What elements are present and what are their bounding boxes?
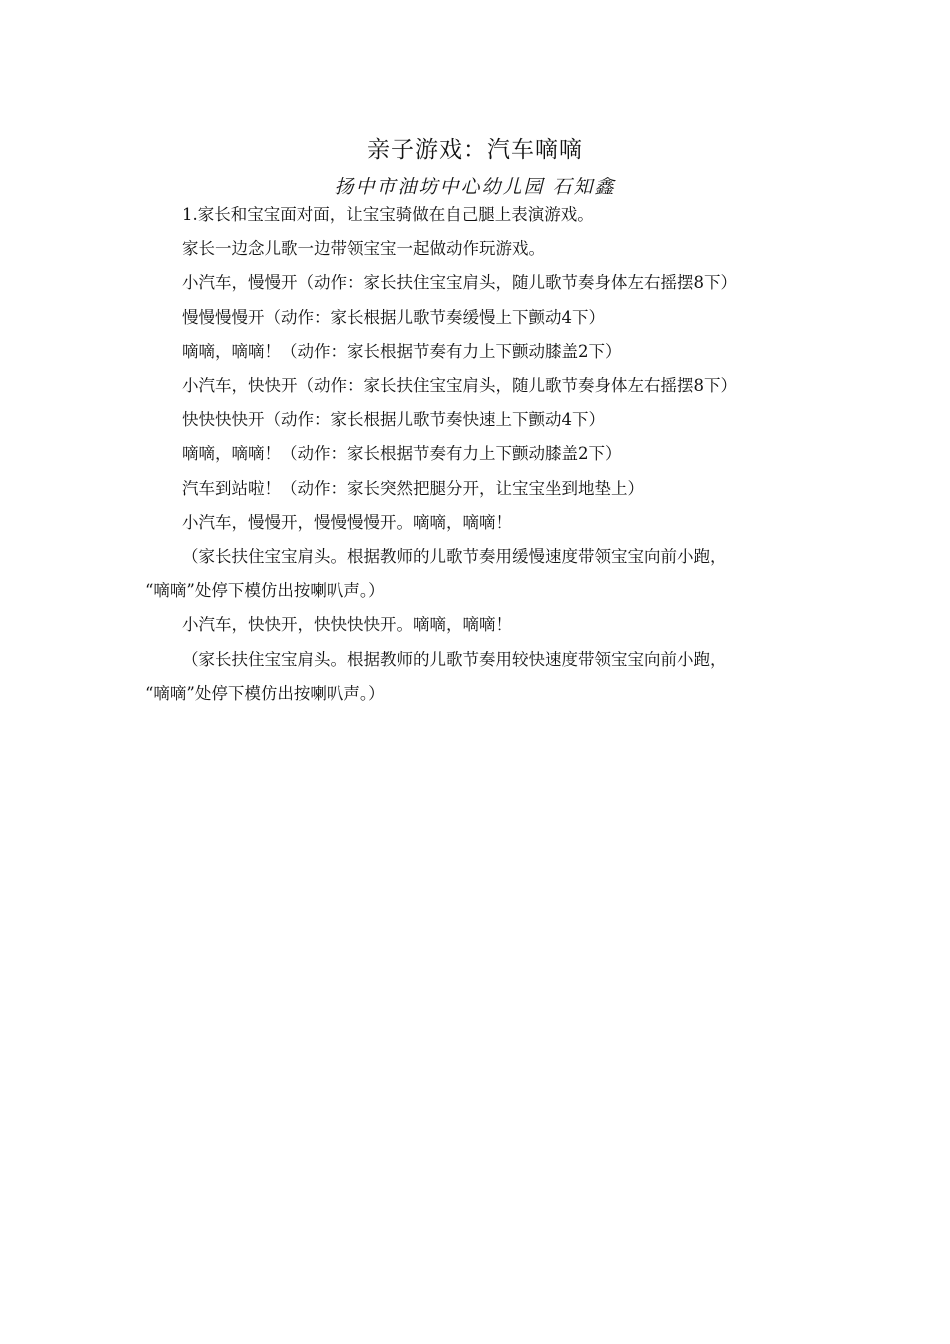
- paragraph: 快快快快开（动作：家长根据儿歌节奏快速上下颤动4下）: [182, 410, 605, 430]
- paragraph: 家长一边念儿歌一边带领宝宝一起做动作玩游戏。: [182, 239, 545, 259]
- paragraph: 小汽车，慢慢开（动作：家长扶住宝宝肩头，随儿歌节奏身体左右摇摆8下）: [182, 273, 737, 293]
- paragraph-continuation: “嘀嘀”处停下模仿出按喇叭声。）: [145, 581, 385, 601]
- paragraph: （家长扶住宝宝肩头。根据教师的儿歌节奏用缓慢速度带领宝宝向前小跑，: [182, 547, 727, 567]
- paragraph-continuation: “嘀嘀”处停下模仿出按喇叭声。）: [145, 683, 385, 703]
- document-body: [145, 198, 825, 711]
- paragraph: 嘀嘀，嘀嘀！（动作：家长根据节奏有力上下颤动膝盖2下）: [182, 444, 622, 464]
- paragraph: （家长扶住宝宝肩头。根据教师的儿歌节奏用较快速度带领宝宝向前小跑，: [182, 649, 727, 669]
- paragraph: 慢慢慢慢开（动作：家长根据儿歌节奏缓慢上下颤动4下）: [182, 307, 605, 327]
- paragraph: 小汽车，慢慢开，慢慢慢慢开。嘀嘀，嘀嘀！: [182, 512, 512, 532]
- paragraph: 小汽车，快快开（动作：家长扶住宝宝肩头，随儿歌节奏身体左右摇摆8下）: [182, 376, 737, 396]
- author-line: 扬中市油坊中心幼儿园 石知鑫: [334, 176, 616, 198]
- page-title: 亲子游戏：汽车嘀嘀: [367, 137, 583, 163]
- paragraph: 汽车到站啦！（动作：家长突然把腿分开，让宝宝坐到地垫上）: [182, 478, 644, 498]
- paragraph: 嘀嘀，嘀嘀！（动作：家长根据节奏有力上下颤动膝盖2下）: [182, 341, 622, 361]
- paragraph: 1.家长和宝宝面对面，让宝宝骑做在自己腿上表演游戏。: [182, 205, 594, 224]
- paragraph: 小汽车，快快开，快快快快开。嘀嘀，嘀嘀！: [182, 615, 512, 635]
